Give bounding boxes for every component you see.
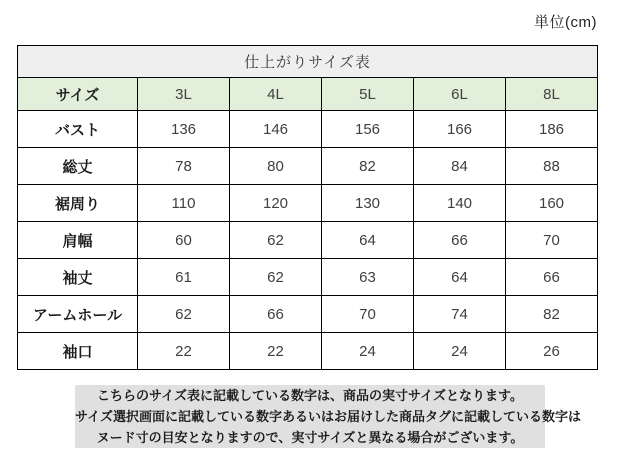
table-cell: 186 bbox=[506, 111, 598, 148]
table-cell: 60 bbox=[138, 222, 230, 259]
column-header-size: サイズ bbox=[18, 78, 138, 111]
row-label: 袖丈 bbox=[18, 259, 138, 296]
table-cell: 66 bbox=[414, 222, 506, 259]
table-row-bust bbox=[18, 111, 598, 148]
table-cell: 66 bbox=[230, 296, 322, 333]
note-line: こちらのサイズ表に記載している数字は、商品の実寸サイズとなります。 bbox=[97, 388, 523, 403]
table-row-sleeve-length bbox=[18, 259, 598, 296]
table-cell: 24 bbox=[322, 333, 414, 370]
column-header-3l: 3L bbox=[138, 78, 230, 111]
note-line: サイズ選択画面に記載している数字あるいはお届けした商品タグに記載している数字は bbox=[75, 409, 581, 424]
table-cell: 82 bbox=[322, 148, 414, 185]
table-title: 仕上がりサイズ表 bbox=[18, 46, 598, 78]
table-cell: 61 bbox=[138, 259, 230, 296]
table-cell: 166 bbox=[414, 111, 506, 148]
notes-box bbox=[75, 385, 581, 448]
table-header-row bbox=[18, 78, 598, 111]
table-title-row bbox=[18, 46, 598, 78]
table-cell: 64 bbox=[414, 259, 506, 296]
table-cell: 70 bbox=[322, 296, 414, 333]
table-cell: 66 bbox=[506, 259, 598, 296]
table-cell: 62 bbox=[230, 222, 322, 259]
table-cell: 88 bbox=[506, 148, 598, 185]
table-cell: 62 bbox=[138, 296, 230, 333]
table-cell: 22 bbox=[230, 333, 322, 370]
table-cell: 78 bbox=[138, 148, 230, 185]
table-row-hem bbox=[18, 185, 598, 222]
row-label: 肩幅 bbox=[18, 222, 138, 259]
column-header-6l: 6L bbox=[414, 78, 506, 111]
table-cell: 136 bbox=[138, 111, 230, 148]
column-header-5l: 5L bbox=[322, 78, 414, 111]
table-cell: 156 bbox=[322, 111, 414, 148]
table-cell: 62 bbox=[230, 259, 322, 296]
table-cell: 140 bbox=[414, 185, 506, 222]
table-row-shoulder bbox=[18, 222, 598, 259]
table-cell: 84 bbox=[414, 148, 506, 185]
table-row-total-length bbox=[18, 148, 598, 185]
table-cell: 120 bbox=[230, 185, 322, 222]
row-label: アームホール bbox=[18, 296, 138, 333]
table-cell: 74 bbox=[414, 296, 506, 333]
column-header-4l: 4L bbox=[230, 78, 322, 111]
row-label: 総丈 bbox=[18, 148, 138, 185]
size-table bbox=[17, 45, 598, 370]
row-label: 袖口 bbox=[18, 333, 138, 370]
table-cell: 130 bbox=[322, 185, 414, 222]
table-cell: 80 bbox=[230, 148, 322, 185]
table-row-armhole bbox=[18, 296, 598, 333]
table-row-cuff bbox=[18, 333, 598, 370]
table-cell: 70 bbox=[506, 222, 598, 259]
table-cell: 110 bbox=[138, 185, 230, 222]
table-cell: 24 bbox=[414, 333, 506, 370]
table-cell: 22 bbox=[138, 333, 230, 370]
table-cell: 64 bbox=[322, 222, 414, 259]
note-line: ヌード寸の目安となりますので、実寸サイズと異なる場合がございます。 bbox=[96, 430, 524, 445]
table-cell: 160 bbox=[506, 185, 598, 222]
unit-label: 単位(cm) bbox=[534, 14, 597, 31]
table-cell: 26 bbox=[506, 333, 598, 370]
table-cell: 146 bbox=[230, 111, 322, 148]
table-cell: 82 bbox=[506, 296, 598, 333]
column-header-8l: 8L bbox=[506, 78, 598, 111]
row-label: バスト bbox=[18, 111, 138, 148]
table-cell: 63 bbox=[322, 259, 414, 296]
row-label: 裾周り bbox=[18, 185, 138, 222]
